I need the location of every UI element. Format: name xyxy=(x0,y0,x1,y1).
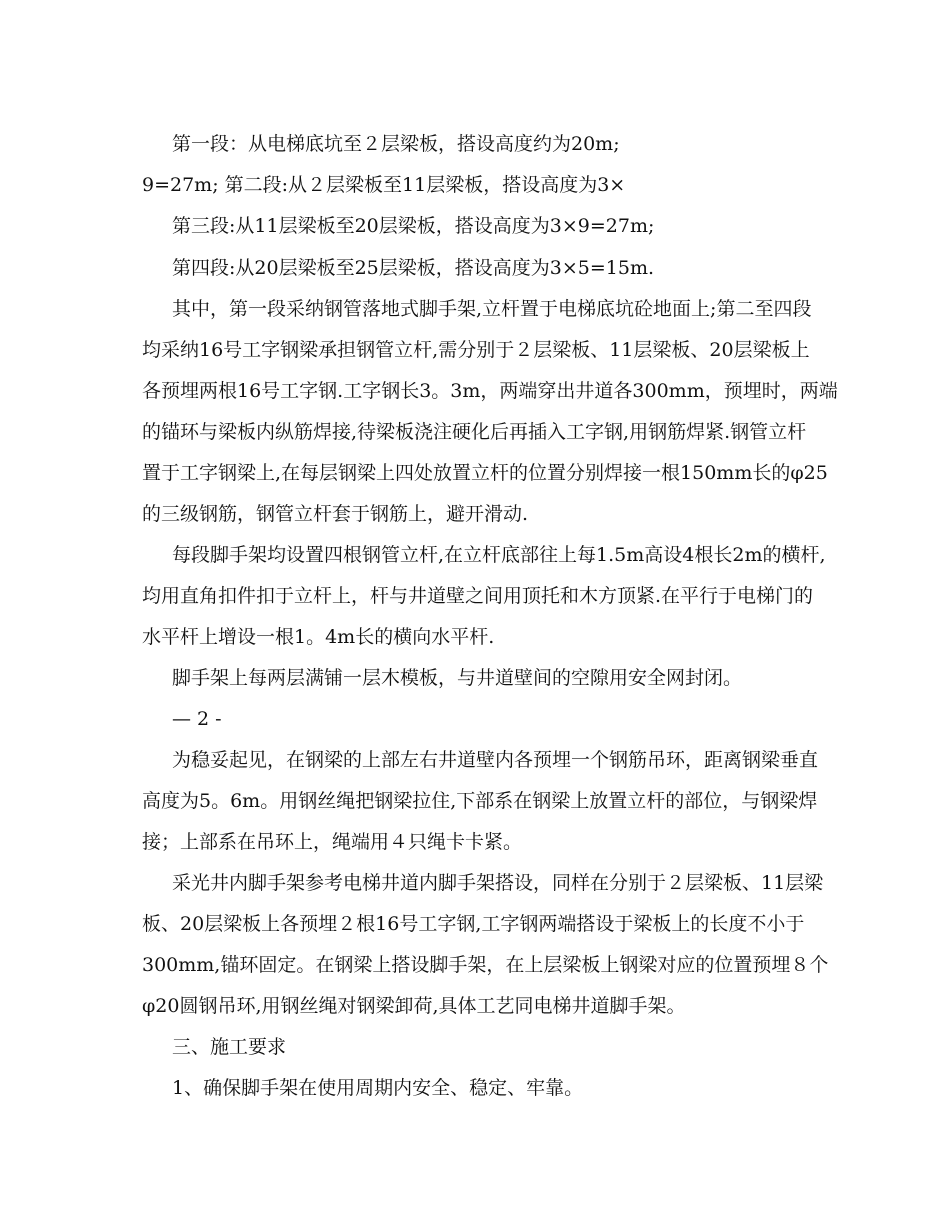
text-line: 的三级钢筋，钢管立杆套于钢筋上，避开滑动. xyxy=(142,503,529,525)
text-line: 置于工字钢梁上,在每层钢梁上四处放置立杆的位置分别焊接一根150mm长的φ25 xyxy=(142,462,828,484)
text-line: 300mm,锚环固定。在钢梁上搭设脚手架，在上层梁板上钢梁对应的位置预埋８个 xyxy=(142,954,829,976)
text-line: 第四段:从20层梁板至25层梁板，搭设高度为3×5=15m. xyxy=(172,257,655,279)
text-line: 每段脚手架均设置四根钢管立杆,在立杆底部往上每1.5m高设4根长2m的横杆, xyxy=(172,544,826,566)
text-line: 脚手架上每两层满铺一层木模板，与井道壁间的空隙用安全网封闭。 xyxy=(172,667,743,689)
text-line: 接；上部系在吊环上，绳端用４只绳卡卡紧。 xyxy=(142,831,523,853)
text-line: φ20圆钢吊环,用钢丝绳对钢梁卸荷,具体工艺同电梯井道脚手架。 xyxy=(142,995,686,1017)
text-line: 为稳妥起见，在钢梁的上部左右井道壁内各预埋一个钢筋吊环，距离钢梁垂直 xyxy=(172,749,819,771)
text-line: 均采纳16号工字钢梁承担钢管立杆,需分别于２层梁板、11层梁板、20层梁板上 xyxy=(142,339,810,361)
page-number: — 2 - xyxy=(172,708,222,730)
text-line: 均用直角扣件扣于立杆上，杆与井道壁之间用顶托和木方顶紧.在平行于电梯门的 xyxy=(142,585,814,607)
text-line: 采光井内脚手架参考电梯井道内脚手架搭设，同样在分别于２层梁板、11层梁 xyxy=(172,872,824,894)
text-line: 高度为5。6m。用钢丝绳把钢梁拉住,下部系在钢梁上放置立杆的部位，与钢梁焊 xyxy=(142,790,818,812)
text-line: 各预埋两根16号工字钢.工字钢长3。3m，两端穿出井道各300mm，预埋时，两端 xyxy=(142,380,838,402)
text-line: 第三段:从11层梁板至20层梁板，搭设高度为3×9=27m; xyxy=(172,215,655,237)
text-line: 板、20层梁板上各预埋２根16号工字钢,工字钢两端搭设于梁板上的长度不小于 xyxy=(142,913,805,935)
text-line: 1、确保脚手架在使用周期内安全、稳定、牢靠。 xyxy=(172,1077,584,1099)
text-line: 第一段：从电梯底坑至２层梁板，搭设高度约为20m; xyxy=(172,133,620,155)
text-line: 的锚环与梁板内纵筋焊接,待梁板浇注硬化后再插入工字钢,用钢筋焊紧.钢管立杆 xyxy=(142,421,807,443)
text-line: 9=27m; 第二段:从２层梁板至11层梁板，搭设高度为3× xyxy=(142,174,626,196)
text-line: 其中，第一段采纳钢管落地式脚手架,立杆置于电梯底坑砼地面上;第二至四段 xyxy=(172,298,812,320)
section-heading: 三、施工要求 xyxy=(172,1036,287,1058)
text-line: 水平杆上增设一根1。4m长的横向水平杆. xyxy=(142,626,495,648)
